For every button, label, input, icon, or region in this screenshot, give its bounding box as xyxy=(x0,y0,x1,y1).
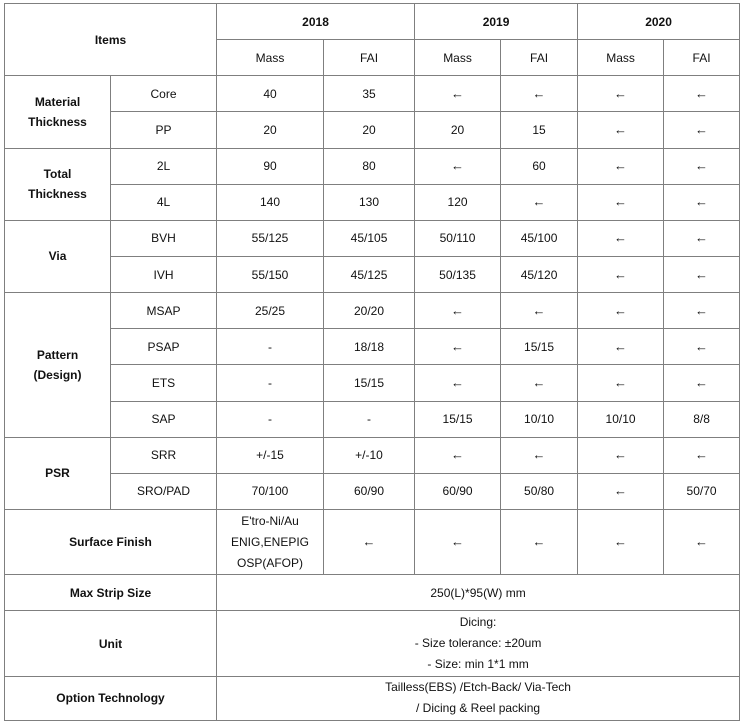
cell: ← xyxy=(501,184,578,220)
unit-label: Unit xyxy=(5,611,217,676)
cell: ← xyxy=(578,76,664,112)
row-label: IVH xyxy=(111,256,217,292)
cell: ← xyxy=(578,365,664,401)
cell: ← xyxy=(501,437,578,473)
cell: 45/100 xyxy=(501,220,578,256)
cell: - xyxy=(324,401,415,437)
cell: 50/70 xyxy=(664,473,740,509)
cell: 18/18 xyxy=(324,329,415,365)
surface-finish-label: Surface Finish xyxy=(5,509,217,574)
row-label: Core xyxy=(111,76,217,112)
cell: 60/90 xyxy=(324,473,415,509)
cell: ← xyxy=(578,148,664,184)
cell: ← xyxy=(664,76,740,112)
cell: 45/125 xyxy=(324,256,415,292)
row-label: BVH xyxy=(111,220,217,256)
cell: ← xyxy=(664,112,740,148)
cell: ← xyxy=(578,112,664,148)
cell: ← xyxy=(664,365,740,401)
row-label: PP xyxy=(111,112,217,148)
cell: ← xyxy=(578,437,664,473)
cell: 20/20 xyxy=(324,293,415,329)
cell: 20 xyxy=(324,112,415,148)
year-2019-header: 2019 xyxy=(415,4,578,40)
cell: 55/150 xyxy=(217,256,324,292)
row-label: MSAP xyxy=(111,293,217,329)
cell: ← xyxy=(664,184,740,220)
cell: 20 xyxy=(415,112,501,148)
group-title-total-thickness: Total Thickness xyxy=(5,148,111,220)
cell: 130 xyxy=(324,184,415,220)
cell: 80 xyxy=(324,148,415,184)
cell: ← xyxy=(415,329,501,365)
cell: - xyxy=(217,401,324,437)
cell: 50/135 xyxy=(415,256,501,292)
cell: 50/110 xyxy=(415,220,501,256)
cell: ← xyxy=(415,76,501,112)
row-label: 2L xyxy=(111,148,217,184)
cell: 60/90 xyxy=(415,473,501,509)
cell: ← xyxy=(578,329,664,365)
max-strip-size-label: Max Strip Size xyxy=(5,575,217,611)
year-2018-header: 2018 xyxy=(217,4,415,40)
fai-header-2019: FAI xyxy=(501,40,578,76)
cell: ← xyxy=(664,437,740,473)
row-label: PSAP xyxy=(111,329,217,365)
cell: 15/15 xyxy=(324,365,415,401)
fai-header-2018: FAI xyxy=(324,40,415,76)
cell: ← xyxy=(664,293,740,329)
spec-table xyxy=(4,3,740,721)
cell: ← xyxy=(501,509,578,574)
cell: - xyxy=(217,329,324,365)
row-label: SRR xyxy=(111,437,217,473)
fai-header-2020: FAI xyxy=(664,40,740,76)
cell: ← xyxy=(578,184,664,220)
mass-header-2019: Mass xyxy=(415,40,501,76)
cell: 8/8 xyxy=(664,401,740,437)
cell: 70/100 xyxy=(217,473,324,509)
surface-finish-mass-2018: E'tro-Ni/Au ENIG,ENEPIG OSP(AFOP) xyxy=(217,509,324,574)
cell: 40 xyxy=(217,76,324,112)
cell: 120 xyxy=(415,184,501,220)
cell: ← xyxy=(664,256,740,292)
cell: 90 xyxy=(217,148,324,184)
cell: 10/10 xyxy=(501,401,578,437)
group-title-psr: PSR xyxy=(5,437,111,509)
cell: ← xyxy=(324,509,415,574)
cell: ← xyxy=(664,220,740,256)
cell: ← xyxy=(415,148,501,184)
row-label: SRO/PAD xyxy=(111,473,217,509)
cell: 15 xyxy=(501,112,578,148)
cell: 35 xyxy=(324,76,415,112)
cell: 10/10 xyxy=(578,401,664,437)
cell: 15/15 xyxy=(501,329,578,365)
cell: ← xyxy=(664,148,740,184)
cell: 25/25 xyxy=(217,293,324,329)
cell: ← xyxy=(578,293,664,329)
cell: +/-10 xyxy=(324,437,415,473)
cell: ← xyxy=(501,76,578,112)
cell: ← xyxy=(578,256,664,292)
cell: +/-15 xyxy=(217,437,324,473)
cell: ← xyxy=(578,220,664,256)
cell: ← xyxy=(415,293,501,329)
cell: ← xyxy=(415,365,501,401)
row-label: 4L xyxy=(111,184,217,220)
cell: ← xyxy=(578,509,664,574)
items-header: Items xyxy=(5,4,217,76)
option-technology-value: Tailless(EBS) /Etch-Back/ Via-Tech / Dicing & Reel packing xyxy=(217,676,740,720)
cell: ← xyxy=(578,473,664,509)
cell: ← xyxy=(501,365,578,401)
group-title-material-thickness: Material Thickness xyxy=(5,76,111,148)
cell: ← xyxy=(664,329,740,365)
year-2020-header: 2020 xyxy=(578,4,740,40)
cell: 45/105 xyxy=(324,220,415,256)
cell: 20 xyxy=(217,112,324,148)
group-title-via: Via xyxy=(5,220,111,292)
cell: 15/15 xyxy=(415,401,501,437)
cell: ← xyxy=(664,509,740,574)
group-title-pattern-design: Pattern (Design) xyxy=(5,293,111,438)
cell: 140 xyxy=(217,184,324,220)
max-strip-size-value: 250(L)*95(W) mm xyxy=(217,575,740,611)
row-label: ETS xyxy=(111,365,217,401)
cell: 45/120 xyxy=(501,256,578,292)
unit-value: Dicing: - Size tolerance: ±20um - Size: min 1*1 mm xyxy=(217,611,740,676)
cell: 55/125 xyxy=(217,220,324,256)
cell: 50/80 xyxy=(501,473,578,509)
cell: 60 xyxy=(501,148,578,184)
option-technology-label: Option Technology xyxy=(5,676,217,720)
cell: - xyxy=(217,365,324,401)
row-label: SAP xyxy=(111,401,217,437)
cell: ← xyxy=(501,293,578,329)
mass-header-2020: Mass xyxy=(578,40,664,76)
cell: ← xyxy=(415,509,501,574)
mass-header-2018: Mass xyxy=(217,40,324,76)
cell: ← xyxy=(415,437,501,473)
